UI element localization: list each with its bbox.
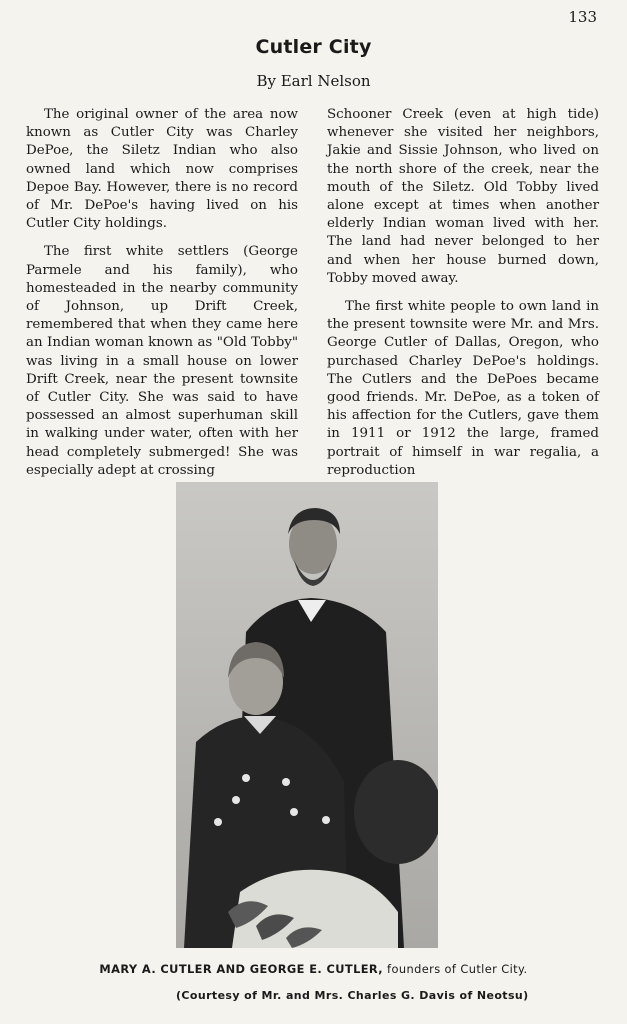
right-paragraph-1: Schooner Creek (even at high tide) whenever she visited her neighbors, Jakie and Sissie Johnson, who lived on the north shore of the creek, near the mouth of the Siletz. Old Tobby lived alone except at times when another elderly Indian woman lived with her. The land had never belonged to her and when her house burned down, Tobby moved away. xyxy=(327,107,599,286)
left-paragraph-2: The first white settlers (George Parmele and his family), who homesteaded in the nearby community of Johnson, up Drift Creek, remembered that when they came here an Indian woman known as "Old Tobby" was living in a small house on lower Drift Creek, near the present townsite of Cutler City. She was said to have possessed an almost superhuman skill in walking under water, often with her head completely submerged! She was especially adept at crossing xyxy=(26,244,298,478)
article-title: Cutler City xyxy=(255,36,372,58)
photo-caption xyxy=(0,962,627,976)
page-number: 133 xyxy=(568,8,597,26)
right-paragraph-2: The first white people to own land in the present townsite were Mr. and Mrs. George Cutler of Dallas, Oregon, who purchased Charley DePoe's holdings. The Cutlers and the DePoes became good friends. Mr. DePoe, as a token of his affection for the Cutlers, gave them in 1911 or 1912 the large, framed portrait of himself in war regalia, a reproduction xyxy=(327,299,599,478)
caption-rest: founders of Cutler City. xyxy=(383,962,528,976)
photo-credit: (Courtesy of Mr. and Mrs. Charles G. Davis of Neotsu) xyxy=(176,989,529,1002)
caption-names: MARY A. CUTLER AND GEORGE E. CUTLER, xyxy=(99,962,384,976)
portrait-photo xyxy=(176,482,438,948)
left-paragraph-1: The original owner of the area now known as Cutler City was Charley DePoe, the Siletz Indian who also owned land which now comprises Depoe Bay. However, there is no record of Mr. DePoe's having lived on his Cutler City holdings. xyxy=(26,107,298,232)
left-column xyxy=(26,106,298,490)
right-column xyxy=(327,106,599,490)
article-byline: By Earl Nelson xyxy=(256,72,371,90)
